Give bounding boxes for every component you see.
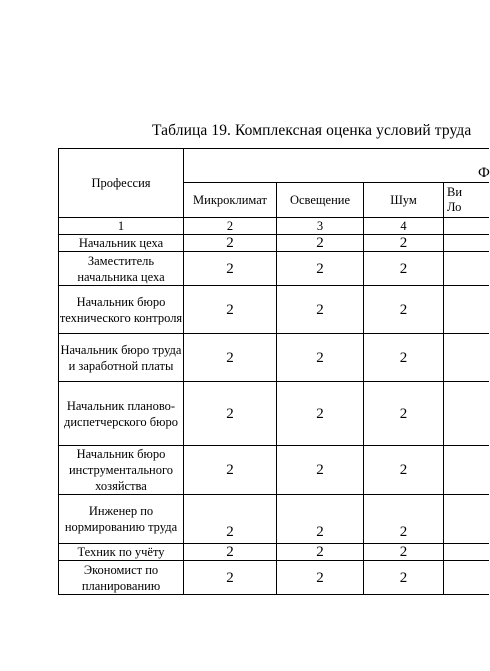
header-noise: Шум xyxy=(364,183,444,218)
working-conditions-table xyxy=(58,148,489,595)
cell-value: 2 xyxy=(364,252,444,286)
table-row xyxy=(59,495,489,544)
cell-value: 2 xyxy=(277,382,364,446)
cell-cut xyxy=(444,382,489,446)
cell-cut xyxy=(444,286,489,334)
cell-profession: Заместитель начальника цеха xyxy=(59,252,184,286)
cell-profession: Инженер по нормированию труда xyxy=(59,495,184,544)
cell-value: 2 xyxy=(364,382,444,446)
cell-profession: Начальник цеха xyxy=(59,235,184,252)
cell-value: 2 xyxy=(184,286,277,334)
table-row xyxy=(59,286,489,334)
cell-value: 2 xyxy=(277,235,364,252)
cell-value: 2 xyxy=(277,446,364,495)
cell-profession: Экономист по планированию xyxy=(59,561,184,595)
cell-cut xyxy=(444,334,489,382)
cell-cut xyxy=(444,561,489,595)
cell-profession: Техник по учёту xyxy=(59,544,184,561)
cell-value: 2 xyxy=(184,235,277,252)
cell-value: 2 xyxy=(364,235,444,252)
header-microclimate: Микроклимат xyxy=(184,183,277,218)
table-row xyxy=(59,561,489,595)
cell-value: 2 xyxy=(364,495,444,544)
cell-value: 2 xyxy=(184,252,277,286)
table-row xyxy=(59,252,489,286)
column-number: 1 xyxy=(59,218,184,235)
cell-value: 2 xyxy=(277,561,364,595)
header-lighting: Освещение xyxy=(277,183,364,218)
table-row xyxy=(59,235,489,252)
cell-profession: Начальник бюро труда и заработной платы xyxy=(59,334,184,382)
table-row xyxy=(59,446,489,495)
cell-cut xyxy=(444,446,489,495)
cell-value: 2 xyxy=(184,544,277,561)
cell-value: 2 xyxy=(364,561,444,595)
column-number-cut xyxy=(444,218,489,235)
table-row xyxy=(59,334,489,382)
header-vibration-partial: Ви Ло xyxy=(444,183,489,218)
cell-cut xyxy=(444,544,489,561)
table-row xyxy=(59,382,489,446)
cell-value: 2 xyxy=(277,495,364,544)
cell-value: 2 xyxy=(277,544,364,561)
cell-value: 2 xyxy=(364,446,444,495)
cell-value: 2 xyxy=(184,382,277,446)
cell-profession: Начальник планово-диспетчерского бюро xyxy=(59,382,184,446)
cell-value: 2 xyxy=(184,561,277,595)
cell-cut xyxy=(444,252,489,286)
cell-value: 2 xyxy=(277,252,364,286)
cell-value: 2 xyxy=(364,544,444,561)
cell-profession: Начальник бюро инструментального хозяйства xyxy=(59,446,184,495)
header-factor-group xyxy=(184,149,489,183)
header-profession: Профессия xyxy=(59,149,184,218)
column-number: 3 xyxy=(277,218,364,235)
column-number: 2 xyxy=(184,218,277,235)
cell-value: 2 xyxy=(184,334,277,382)
cell-value: 2 xyxy=(277,334,364,382)
table-row xyxy=(59,544,489,561)
cell-profession: Начальник бюро технического контроля xyxy=(59,286,184,334)
table-caption: Таблица 19. Комплексная оценка условий труда xyxy=(152,122,472,139)
cell-cut xyxy=(444,495,489,544)
cell-value: 2 xyxy=(184,446,277,495)
cell-value: 2 xyxy=(364,286,444,334)
cell-value: 2 xyxy=(184,495,277,544)
cell-value: 2 xyxy=(277,286,364,334)
header-group-partial: Ф xyxy=(478,165,490,181)
cell-value: 2 xyxy=(364,334,444,382)
cell-cut xyxy=(444,235,489,252)
column-number: 4 xyxy=(364,218,444,235)
